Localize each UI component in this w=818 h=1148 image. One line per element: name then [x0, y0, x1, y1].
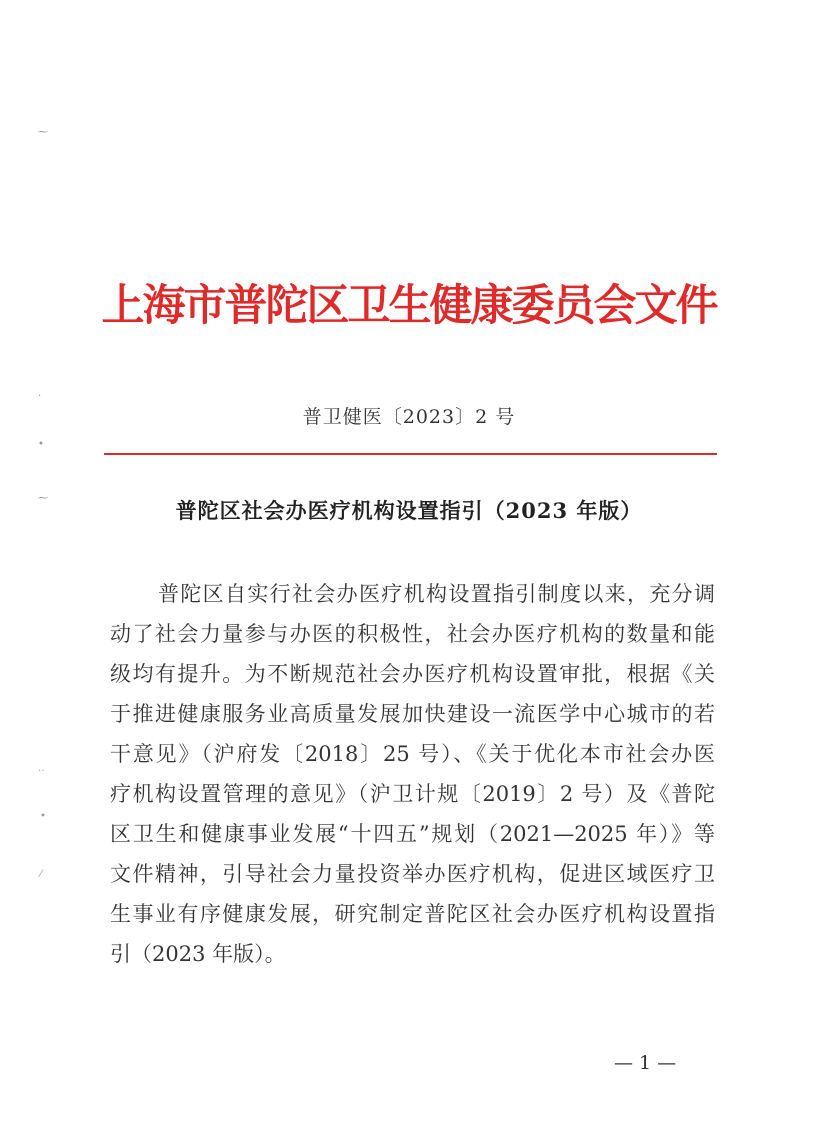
paragraph-line: 动了社会力量参与办医的积极性，社会办医疗机构的数量和能: [110, 622, 715, 646]
paragraph-line: 于推进健康服务业高质量发展加快建设一流医学中心城市的若: [110, 702, 715, 726]
binding-mark: •: [40, 811, 46, 822]
binding-mark: ‥: [38, 763, 45, 774]
paragraph-line: 文件精神，引导社会力量投资举办医疗机构，促进区域医疗卫: [110, 862, 715, 886]
binding-mark: •: [38, 439, 44, 450]
binding-mark: ⁓: [38, 493, 48, 504]
paragraph-line: 疗机构设置管理的意见》（沪卫计规〔2019〕2 号）及《普陀: [110, 782, 715, 806]
paragraph-line: 普陀区自实行社会办医疗机构设置指引制度以来，充分调: [158, 582, 715, 606]
paragraph-line: 干意见》（沪府发〔2018〕25 号）、《关于优化本市社会办医: [110, 742, 715, 766]
binding-mark: ⁄: [40, 869, 42, 880]
document-header-title: 上海市普陀区卫生健康委员会文件: [101, 281, 717, 331]
red-divider-line: [104, 453, 717, 455]
paragraph-line: 区卫生和健康事业发展“十四五”规划（2021—2025 年）》等: [110, 822, 715, 846]
body-paragraph: [110, 574, 715, 974]
document-subject-title: 普陀区社会办医疗机构设置指引（2023 年版）: [175, 498, 643, 523]
paragraph-line: 引（2023 年版）。: [110, 942, 286, 966]
binding-mark: ⁓: [38, 127, 48, 138]
document-number: 普卫健医〔2023〕2 号: [302, 406, 516, 428]
binding-mark: ·: [38, 391, 42, 402]
paragraph-line: 生事业有序健康发展，研究制定普陀区社会办医疗机构设置指: [110, 902, 715, 926]
paragraph-line: 级均有提升。为不断规范社会办医疗机构设置审批，根据《关: [110, 662, 715, 686]
page-number: — 1 —: [614, 1052, 677, 1074]
